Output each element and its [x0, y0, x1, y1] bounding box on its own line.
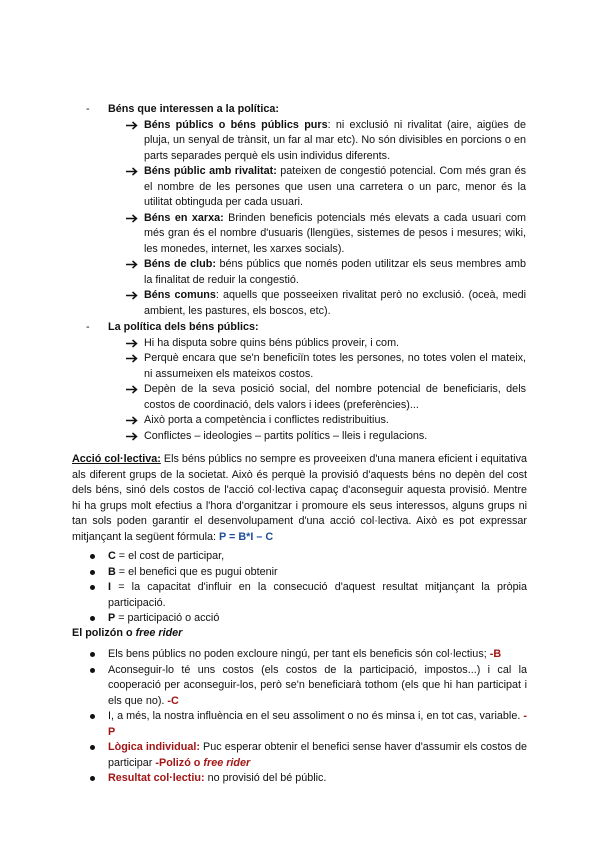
- bullet-dot-icon: [90, 585, 95, 590]
- formula-legend-list: [72, 549, 527, 627]
- item-text: Conflictes – ideologies – partits polítics – lleis i regulacions.: [144, 429, 428, 442]
- arrow-list: [86, 336, 526, 445]
- item-lead: Lògica individual:: [108, 741, 200, 753]
- item-sep: :: [215, 289, 219, 301]
- item-term: I: [108, 581, 111, 593]
- item-text: Els bens públics no poden excloure ningú, per tant els beneficis són col·lectius;: [108, 648, 490, 660]
- section-bens-politica: [86, 102, 526, 319]
- list-item: [86, 351, 526, 382]
- item-text: Puc esperar obtenir el benefici sense haver d'assumir els costos de participar: [108, 741, 527, 769]
- list-item: [72, 771, 527, 787]
- list-item: [86, 211, 526, 258]
- item-sep: :: [327, 118, 331, 131]
- item-text: Això porta a competència i conflictes redistribuitius.: [144, 414, 389, 426]
- item-term: B: [108, 565, 116, 578]
- list-item: [72, 549, 527, 565]
- dash-bullet: -: [86, 321, 90, 333]
- item-term: Béns de club:: [144, 258, 216, 270]
- item-lead: Resultat col·lectiu:: [108, 772, 205, 784]
- section-heading: [86, 102, 526, 118]
- item-text: Perquè encara que se'n beneficiïn totes les persones, no totes volen el mateix, ni assumeixen els mateixos costos.: [144, 352, 526, 380]
- bullet-dot-icon: [90, 652, 95, 657]
- heading-polizon: [72, 626, 527, 642]
- arrow-right-icon: [126, 288, 138, 300]
- arrow-right-icon: [126, 118, 138, 130]
- bullet-dot-icon: [90, 776, 95, 781]
- section-politica-bens-publics: [86, 320, 526, 444]
- item-text: = la capacitat d'influir en la consecució d'aquest resultat mitjançant la pròpia participació.: [108, 581, 527, 609]
- item-text: = participació o acció: [115, 612, 220, 624]
- item-term: Béns en xarxa:: [144, 211, 224, 224]
- item-text: Hi ha disputa sobre quins béns públics proveir, i com.: [144, 336, 400, 349]
- polizon-list: [72, 647, 527, 787]
- arrow-right-icon: [126, 382, 138, 394]
- arrow-right-icon: [126, 336, 138, 348]
- list-item: [86, 429, 526, 445]
- section-title: La política dels béns públics:: [108, 321, 259, 333]
- list-item: [86, 336, 526, 352]
- item-mark: -B: [489, 648, 502, 660]
- item-term: Béns comuns: [144, 289, 216, 301]
- formula: P = B*I – C: [219, 530, 274, 543]
- paragraph-text: Els béns públics no sempre es proveeixen d'una manera eficient i equitativa als diferent grups de la societat. Això és perquè la provisió d'aquests béns no depèn del cost dels béns, sinó dels costos de l'acció col·lectiva capaç d'aconseguir aquesta provisió. Mentre hi ha grups molt efectius a l'hora d'organitzar i promoure els seus interessos, alguns grups ni tan sols poden garantir el desenvolupament d'una acció col·lectiva. Això es pot expressar mitjançant la següent fórmula:: [72, 453, 527, 543]
- item-term: C: [108, 550, 116, 562]
- list-item: [86, 118, 526, 165]
- item-text: Brinden beneficis potencials més elevats a cada usuari com més gran és el nombre d'usuaris (llengües, sistemes de pesos i mesures; wiki, les monedes, internet, les xarxes socials).: [144, 211, 526, 255]
- paragraph-title: Acció col·lectiva:: [72, 453, 161, 465]
- paragraph-accio-collectiva: [72, 452, 527, 545]
- bullet-dot-icon: [90, 668, 95, 673]
- bullet-dot-icon: [90, 745, 95, 750]
- item-text: Aconseguir-lo té uns costos (els costos de la participació, impostos...) i cal la cooperació per aconseguir-los, però se'n beneficiarà tothom (els que hi han participat i els que no).: [108, 663, 527, 707]
- list-item: [72, 647, 527, 663]
- arrow-right-icon: [126, 351, 138, 363]
- arrow-right-icon: [126, 413, 138, 425]
- item-term: Béns públic amb rivalitat:: [144, 165, 277, 177]
- section-heading: [86, 320, 526, 336]
- list-item: [72, 611, 527, 627]
- item-text: béns públics que només poden utilitzar els seus membres amb la finalitat de reduir la congestió.: [144, 258, 526, 286]
- list-item: [72, 663, 527, 710]
- item-text: no provisió del bé públic.: [204, 772, 327, 784]
- bullet-dot-icon: [90, 554, 95, 559]
- item-mark-italic: free rider: [203, 756, 251, 769]
- list-item: [72, 740, 527, 771]
- item-mark: -P: [108, 710, 527, 738]
- list-item: [86, 382, 526, 413]
- item-term: Béns públics o béns públics purs: [144, 118, 328, 131]
- list-item: [86, 257, 526, 288]
- arrow-right-icon: [126, 257, 138, 269]
- list-item: [86, 288, 526, 319]
- bullet-dot-icon: [90, 570, 95, 575]
- item-text: = el benefici que es pugui obtenir: [115, 565, 278, 578]
- arrow-list: [86, 118, 526, 320]
- arrow-right-icon: [126, 429, 138, 441]
- item-text: Depèn de la seva posició social, del nombre potencial de beneficiaris, dels costos de coordinació, dels valors i idees (preferències)...: [144, 383, 526, 411]
- arrow-right-icon: [126, 164, 138, 176]
- heading-text: El polizón o: [72, 627, 136, 639]
- bullet-dot-icon: [90, 616, 95, 621]
- bullet-dot-icon: [90, 714, 95, 719]
- item-text: aquells que posseeixen rivalitat però no exclusió. (oceà, medi ambient, les pastures, els boscos, etc).: [144, 289, 527, 317]
- item-text: I, a més, la nostra influència en el seu assoliment o no és minsa i, en tot cas, variable.: [108, 710, 524, 722]
- arrow-right-icon: [126, 211, 138, 223]
- item-text: = el cost de participar,: [115, 550, 225, 562]
- list-item: [72, 709, 527, 740]
- dash-bullet: -: [86, 103, 90, 115]
- item-mark: -Polizó o: [155, 756, 204, 769]
- list-item: [72, 565, 527, 581]
- list-item: [86, 413, 526, 429]
- section-title: Béns que interessen a la política:: [108, 103, 280, 115]
- item-text: ni exclusió ni rivalitat (aire, aigües de pluja, un senyal de trànsit, un far al mar etc). No són divisibles en porcions o en parts separades perquè els usin individus diferents.: [144, 118, 526, 162]
- heading-italic: free rider: [135, 627, 183, 639]
- item-mark: -C: [167, 694, 179, 707]
- item-term: P: [108, 612, 116, 624]
- item-text: pateixen de congestió potencial. Com més gran és el nombre de les persones que usen una carretera o un parc, menor és la utilitat obtinguda per cada usuari.: [144, 165, 526, 208]
- list-item: [86, 164, 526, 211]
- list-item: [72, 580, 527, 611]
